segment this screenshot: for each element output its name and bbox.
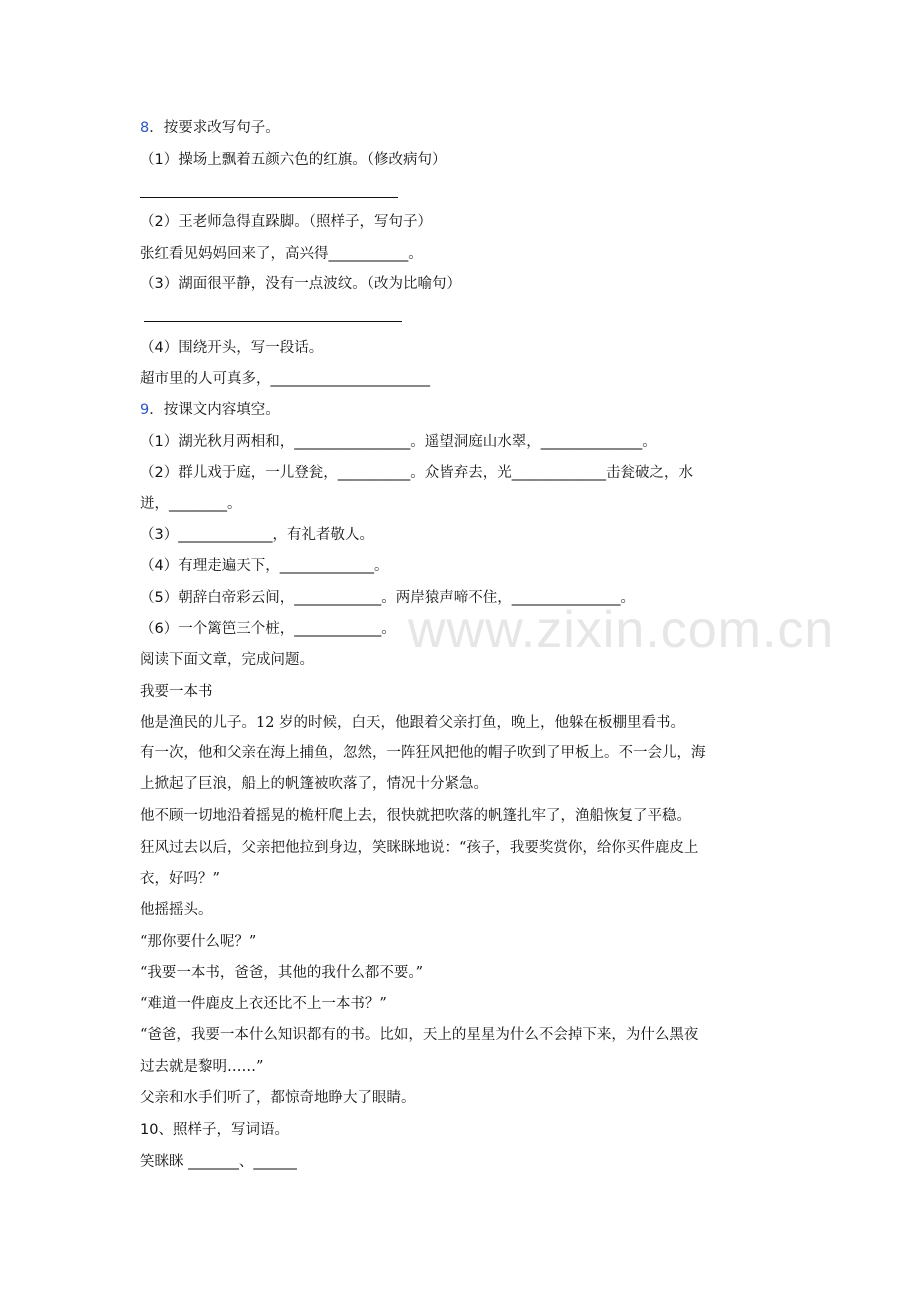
passage-para-6: “那你要什么呢？”: [140, 934, 257, 950]
answer-line-2: [144, 321, 402, 322]
watermark: www.zixin.com.cn: [408, 601, 835, 659]
q10-example: 笑眯眯 _______、______: [140, 1154, 297, 1170]
q8-number: 8: [140, 120, 150, 136]
q9-number: 9: [140, 402, 150, 418]
passage-para-3: 他不顾一切地沿着摇晃的桅杆爬上去，很快就把吹落的帆篷扎牢了，渔船恢复了平稳。: [140, 808, 691, 824]
passage-para-9: “爸爸，我要一本什么知识都有的书。比如，天上的星星为什么不会掉下来，为什么黑夜: [140, 1027, 699, 1043]
passage-para-2-cont: 上掀起了巨浪，船上的帆篷被吹落了，情况十分紧急。: [140, 776, 488, 792]
passage-para-2: 有一次，他和父亲在海上捕鱼，忽然，一阵狂风把他的帽子吹到了甲板上。不一会儿，海: [140, 745, 706, 761]
q9-item-2: （2）群儿戏于庭，一儿登瓮，__________。众皆弃去，光_____________击瓮破之，水: [140, 465, 693, 481]
q8-item-4-prompt: 超市里的人可真多，______________________: [140, 371, 430, 387]
passage-para-8: “难道一件鹿皮上衣还比不上一本书？”: [140, 996, 387, 1012]
q10-heading: 10、照样子，写词语。: [140, 1122, 289, 1138]
q9-item-4: （4）有理走遍天下，_____________。: [140, 558, 389, 574]
passage-para-9-cont: 过去就是黎明……”: [140, 1059, 264, 1075]
q8-title: ．按要求改写句子。: [149, 120, 280, 136]
q8-item-1: （1）操场上飘着五颜六色的红旗。（修改病句）: [140, 152, 447, 168]
passage-para-4-cont: 衣，好吗？”: [140, 871, 220, 887]
q8-item-2: （2）王老师急得直跺脚。（照样子，写句子）: [140, 214, 432, 230]
passage-para-4: 狂风过去以后，父亲把他拉到身边，笑眯眯地说：“孩子，我要奖赏你，给你买件鹿皮上: [140, 840, 699, 856]
q8-item-2-example: 张红看见妈妈回来了，高兴得___________。: [140, 246, 423, 262]
q9-item-1: （1）湖光秋月两相和，________________。遥望洞庭山水翠，______________。: [140, 434, 657, 450]
answer-line-1: [140, 197, 398, 198]
passage-para-7: “我要一本书，爸爸，其他的我什么都不要。”: [140, 965, 424, 981]
q9-title: ．按课文内容填空。: [149, 402, 280, 418]
q9-item-6: （6）一个篱笆三个桩，____________。: [140, 621, 396, 637]
q8-item-3: （3）湖面很平静，没有一点波纹。（改为比喻句）: [140, 276, 461, 292]
q9-item-2-cont: 迸，________。: [140, 496, 242, 512]
q8-heading: [140, 118, 280, 138]
reading-intro: 阅读下面文章，完成问题。: [140, 652, 314, 668]
q9-item-3: （3）_____________，有礼者敬人。: [140, 527, 374, 543]
passage-para-5: 他摇摇头。: [140, 902, 213, 918]
q9-heading: [140, 400, 280, 420]
passage-title: 我要一本书: [140, 684, 213, 700]
passage-para-10: 父亲和水手们听了，都惊奇地睁大了眼睛。: [140, 1090, 416, 1106]
passage-para-1: 他是渔民的儿子。12 岁的时候，白天，他跟着父亲打鱼，晚上，他躲在板棚里看书。: [140, 715, 686, 731]
q8-item-4: （4）围绕开头，写一段话。: [140, 340, 324, 356]
q9-item-5: （5）朝辞白帝彩云间，____________。两岸猿声啼不住，_______________。: [140, 590, 635, 606]
